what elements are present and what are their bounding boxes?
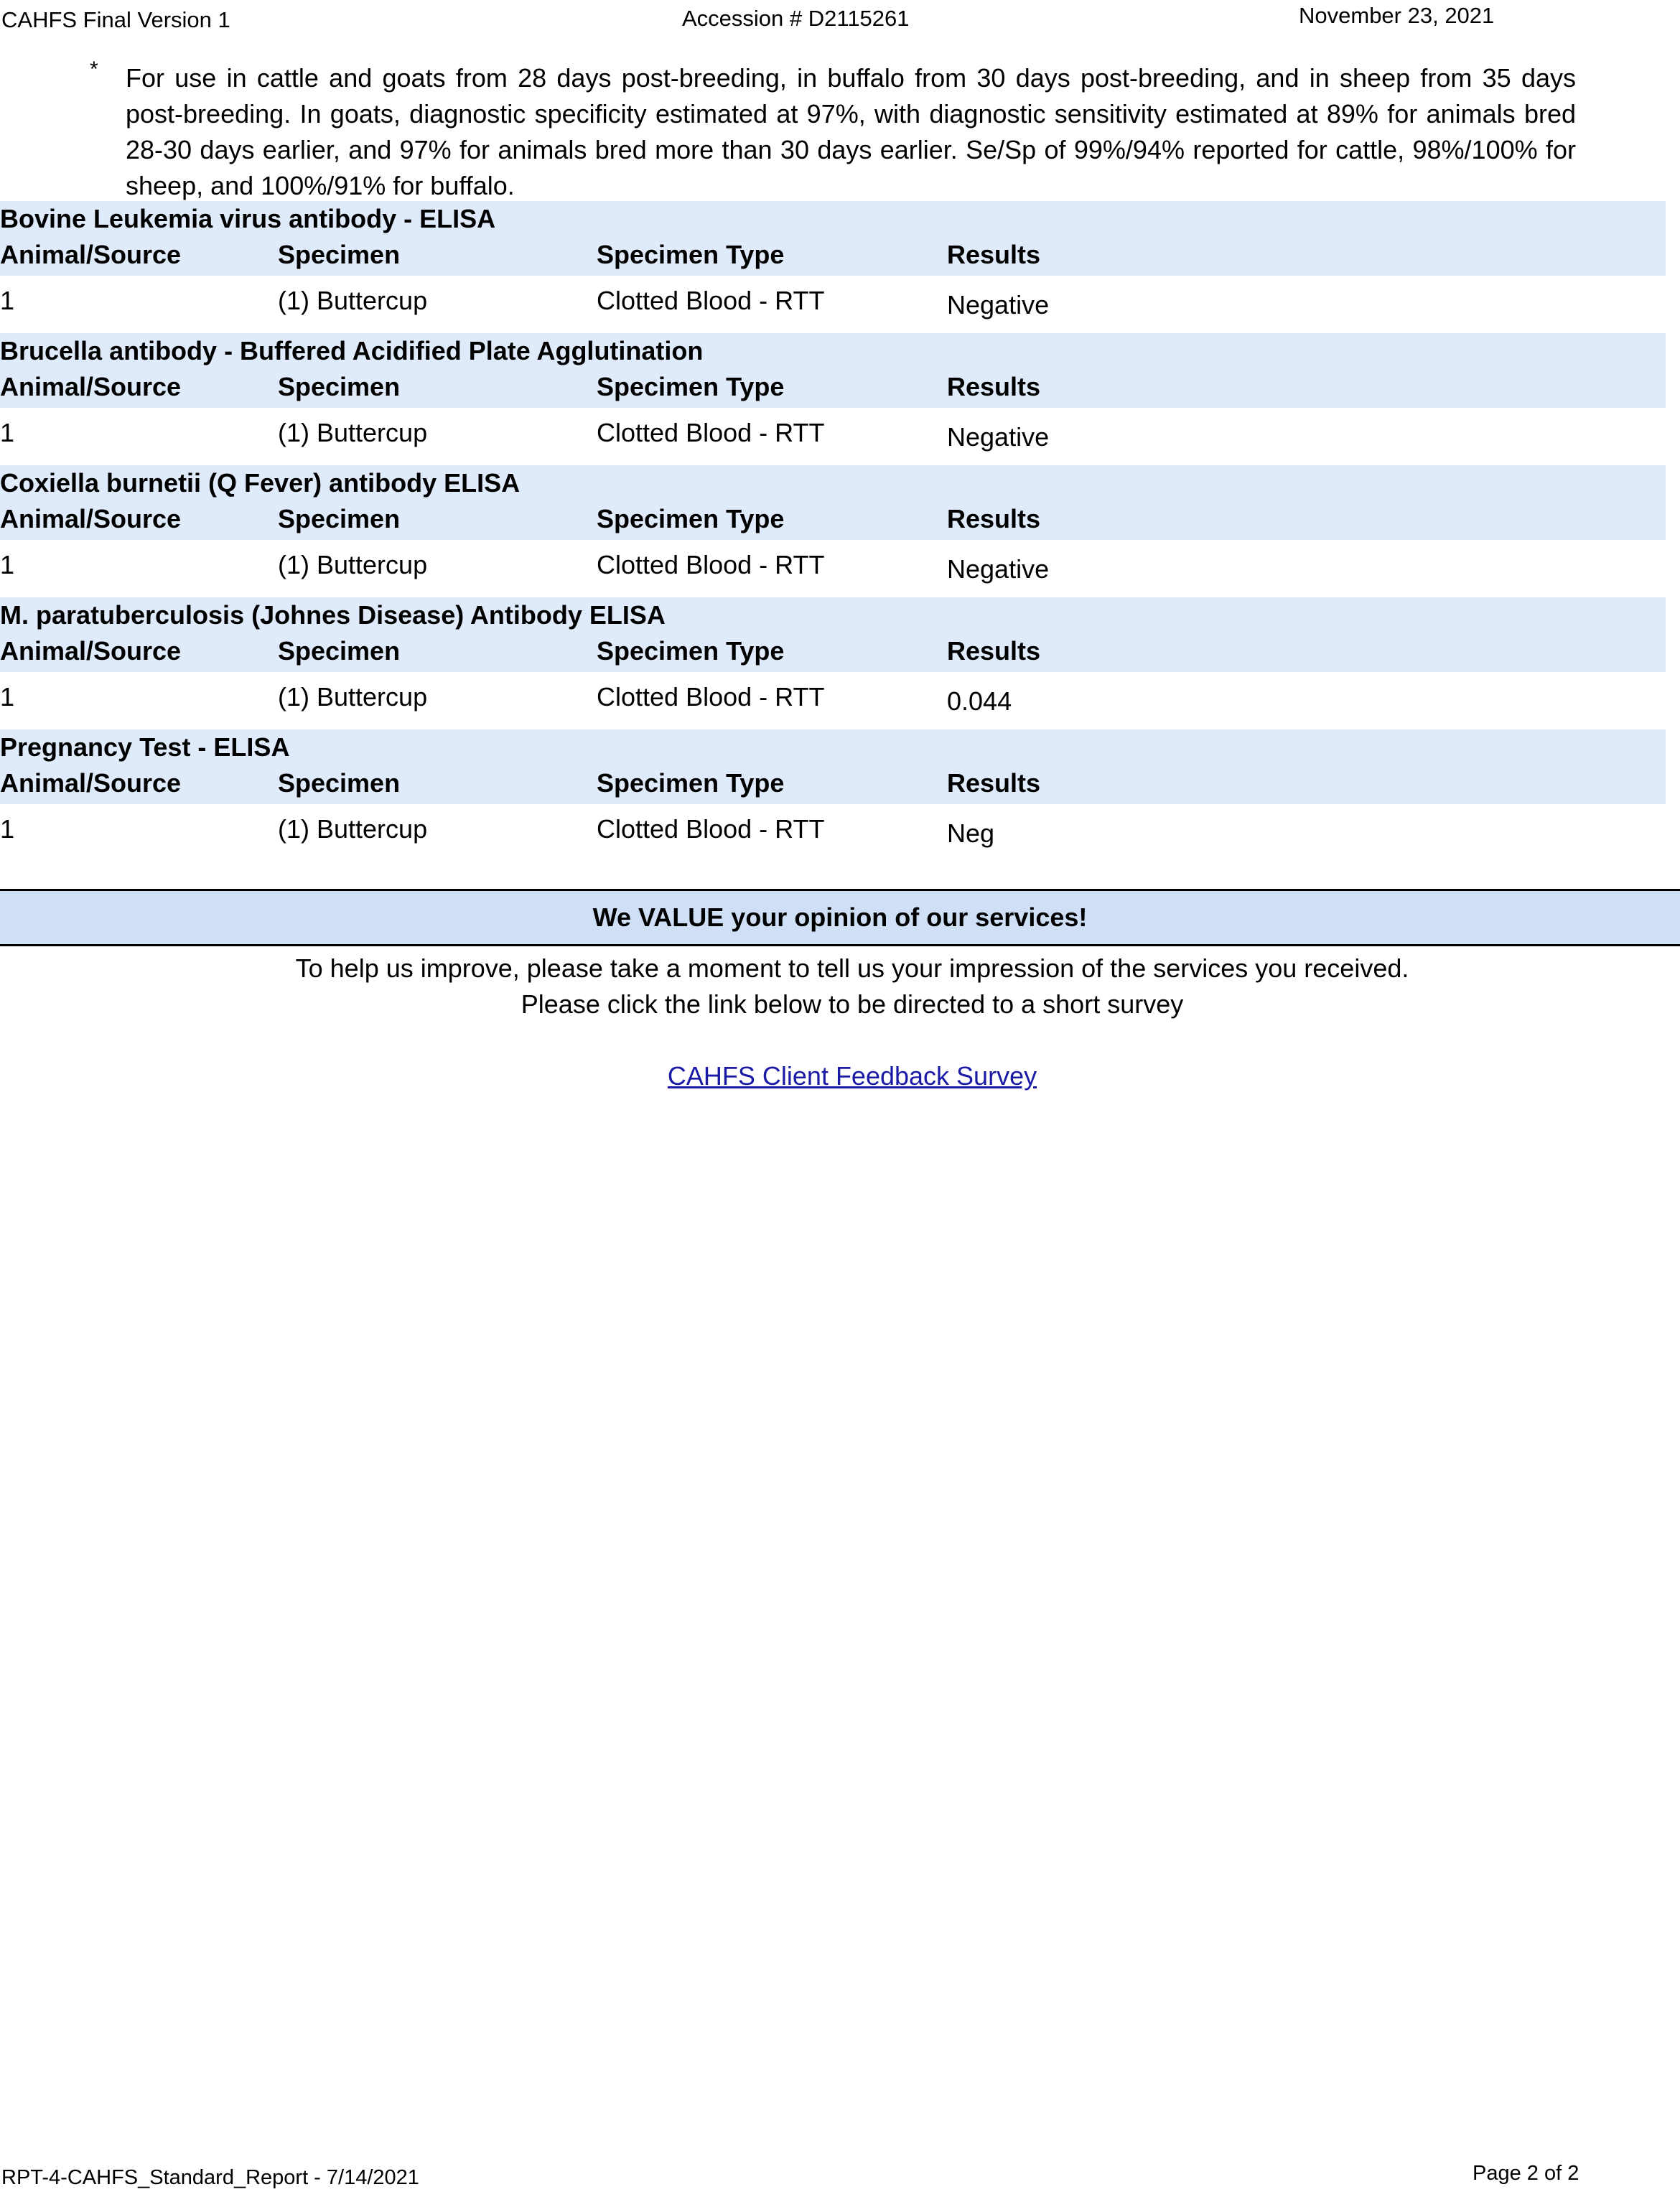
result-value: Negative bbox=[947, 422, 1050, 452]
specimen-type-value: Clotted Blood - RTT bbox=[597, 418, 825, 447]
col-header-animal: Animal/Source bbox=[0, 240, 182, 269]
result-value: Neg bbox=[947, 818, 995, 848]
col-header-specimen: Specimen bbox=[278, 636, 401, 666]
result-value: 0.044 bbox=[947, 686, 1012, 716]
specimen-value: (1) Buttercup bbox=[278, 814, 428, 844]
test-title: Brucella antibody - Buffered Acidified Plate Agglutination bbox=[0, 336, 704, 365]
animal-value: 1 bbox=[0, 418, 15, 447]
col-header-type: Specimen Type bbox=[597, 768, 785, 798]
section-header bbox=[0, 465, 1666, 540]
feedback-text-line2: Please click the link below to be directed to a short survey bbox=[521, 989, 1184, 1019]
col-header-type: Specimen Type bbox=[597, 636, 785, 666]
col-header-results: Results bbox=[947, 504, 1041, 533]
report-date: November 23, 2021 bbox=[1299, 3, 1495, 28]
test-title: M. paratuberculosis (Johnes Disease) Antibody ELISA bbox=[0, 600, 666, 630]
test-title: Bovine Leukemia virus antibody - ELISA bbox=[0, 204, 496, 233]
col-header-type: Specimen Type bbox=[597, 504, 785, 533]
col-header-results: Results bbox=[947, 636, 1041, 666]
test-section bbox=[0, 201, 1666, 333]
col-header-type: Specimen Type bbox=[597, 240, 785, 269]
col-header-results: Results bbox=[947, 768, 1041, 798]
col-header-type: Specimen Type bbox=[597, 372, 785, 401]
feedback-text-line1: To help us improve, please take a moment to tell us your impression of the services you received. bbox=[295, 953, 1409, 983]
section-header bbox=[0, 333, 1666, 408]
survey-link-wrapper bbox=[0, 1061, 1680, 1091]
col-header-animal: Animal/Source bbox=[0, 504, 182, 533]
animal-value: 1 bbox=[0, 682, 15, 712]
specimen-type-value: Clotted Blood - RTT bbox=[597, 286, 825, 315]
animal-value: 1 bbox=[0, 286, 15, 315]
col-header-results: Results bbox=[947, 240, 1041, 269]
table-row bbox=[0, 276, 1666, 333]
animal-value: 1 bbox=[0, 550, 15, 579]
col-header-animal: Animal/Source bbox=[0, 636, 182, 666]
specimen-type-value: Clotted Blood - RTT bbox=[597, 550, 825, 579]
specimen-type-value: Clotted Blood - RTT bbox=[597, 682, 825, 712]
table-row bbox=[0, 540, 1666, 597]
section-header bbox=[0, 201, 1666, 276]
table-row bbox=[0, 804, 1666, 862]
col-header-specimen: Specimen bbox=[278, 372, 401, 401]
specimen-value: (1) Buttercup bbox=[278, 550, 428, 579]
report-template-id: RPT-4-CAHFS_Standard_Report - 7/14/2021 bbox=[1, 2166, 419, 2189]
test-section bbox=[0, 465, 1666, 597]
specimen-type-value: Clotted Blood - RTT bbox=[597, 814, 825, 844]
section-header bbox=[0, 597, 1666, 672]
survey-link[interactable]: CAHFS Client Feedback Survey bbox=[667, 1061, 1037, 1091]
test-title: Pregnancy Test - ELISA bbox=[0, 732, 290, 762]
animal-value: 1 bbox=[0, 814, 15, 844]
col-header-specimen: Specimen bbox=[278, 768, 401, 798]
footnote-marker: * bbox=[90, 57, 98, 81]
footnote-text: For use in cattle and goats from 28 days post-breeding, in buffalo from 30 days post-breeding, and in sheep from 35 days post-breeding. In goats, diagnostic specificity estimated at 97%, with diagnostic sensitivity estimated at 89% for animals bred 28-30 days earlier, and 97% for animals bred more than 30 days earlier. Se/Sp of 99%/94% reported for cattle, 98%/100% for sheep, and 100%/91% for buffalo. bbox=[126, 63, 1576, 200]
col-header-animal: Animal/Source bbox=[0, 372, 182, 401]
result-value: Negative bbox=[947, 290, 1050, 319]
page-number: Page 2 of 2 bbox=[1473, 2162, 1579, 2185]
table-row bbox=[0, 408, 1666, 465]
specimen-value: (1) Buttercup bbox=[278, 682, 428, 712]
table-row bbox=[0, 672, 1666, 729]
test-section bbox=[0, 729, 1666, 862]
test-section bbox=[0, 333, 1666, 465]
feedback-banner: We VALUE your opinion of our services! bbox=[0, 889, 1680, 946]
specimen-value: (1) Buttercup bbox=[278, 286, 428, 315]
col-header-animal: Animal/Source bbox=[0, 768, 182, 798]
col-header-results: Results bbox=[947, 372, 1041, 401]
test-title: Coxiella burnetii (Q Fever) antibody ELISA bbox=[0, 468, 521, 498]
test-section bbox=[0, 597, 1666, 729]
specimen-value: (1) Buttercup bbox=[278, 418, 428, 447]
col-header-specimen: Specimen bbox=[278, 240, 401, 269]
result-value: Negative bbox=[947, 554, 1050, 584]
col-header-specimen: Specimen bbox=[278, 504, 401, 533]
section-header bbox=[0, 729, 1666, 804]
accession-number: Accession # D2115261 bbox=[682, 6, 910, 31]
report-version: CAHFS Final Version 1 bbox=[1, 7, 230, 32]
